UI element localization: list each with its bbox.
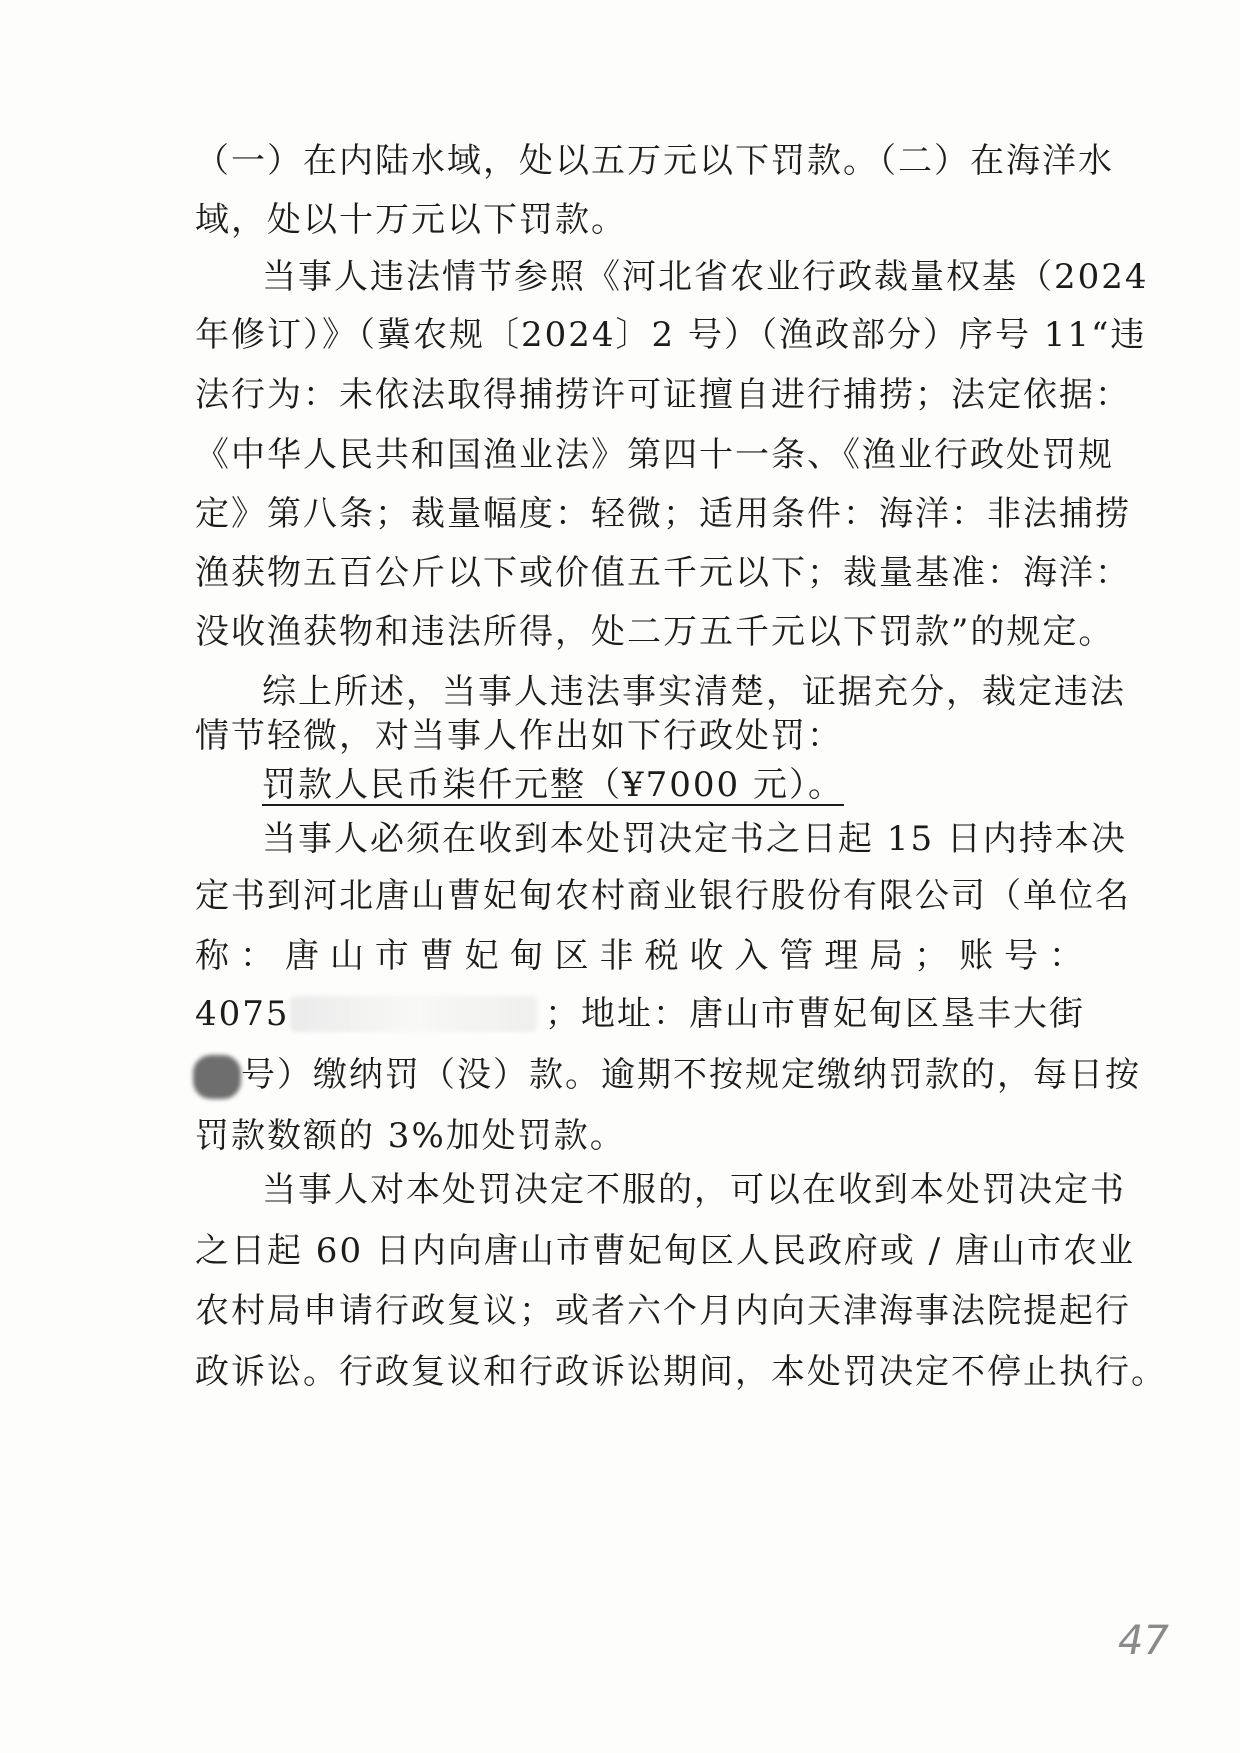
paragraph-1-line-1: （一）在内陆水域，处以五万元以下罚款。（二）在海洋水	[195, 141, 1114, 181]
paragraph-5-line-1: 当事人对本处罚决定不服的，可以在收到本处罚决定书	[262, 1170, 1126, 1210]
paragraph-2-line-1: 当事人违法情节参照《河北省农业行政裁量权基（2024	[262, 257, 1149, 297]
paragraph-4-line-5-wrapper	[193, 1055, 1141, 1099]
paragraph-4-line-5: 号）缴纳罚（没）款。逾期不按规定缴纳罚款的，每日按	[241, 1055, 1141, 1095]
paragraph-5-line-4: 政诉讼。行政复议和行政诉讼期间，本处罚决定不停止执行。	[195, 1352, 1167, 1392]
handwritten-page-number: 47	[1118, 1618, 1169, 1664]
paragraph-1-line-2: 域，处以十万元以下罚款。	[195, 200, 627, 240]
paragraph-2-line-2: 年修订）》（冀农规〔2024〕2 号）（渔政部分）序号 11“违	[195, 315, 1147, 355]
paragraph-4-line-6: 罚款数额的 3%加处罚款。	[195, 1116, 626, 1156]
paragraph-4-line-3: 称：唐山市曹妃甸区非税收入管理局；账号：	[195, 936, 1085, 976]
paragraph-2-line-6: 渔获物五百公斤以下或价值五千元以下；裁量基准：海洋：	[195, 553, 1131, 593]
paragraph-2-line-7: 没收渔获物和违法所得，处二万五千元以下罚款”的规定。	[195, 612, 1115, 652]
paragraph-5-line-3: 农村局申请行政复议；或者六个月内向天津海事法院提起行	[195, 1291, 1131, 1331]
paragraph-5-line-2: 之日起 60 日内向唐山市曹妃甸区人民政府或 / 唐山市农业	[195, 1231, 1135, 1271]
paragraph-2-line-5: 定》第八条；裁量幅度：轻微；适用条件：海洋：非法捕捞	[195, 494, 1131, 534]
paragraph-2-line-4: 《中华人民共和国渔业法》第四十一条、《渔业行政处罚规	[195, 435, 1114, 475]
account-address-line	[195, 994, 1085, 1034]
redacted-account-number	[290, 996, 537, 1032]
paragraph-4-line-1: 当事人必须在收到本处罚决定书之日起 15 日内持本决	[262, 819, 1127, 859]
paragraph-2-line-3: 法行为：未依法取得捕捞许可证擅自进行捕捞；法定依据：	[195, 375, 1131, 415]
penalty-amount: 罚款人民币柒仟元整（¥7000 元）。	[262, 765, 844, 805]
paragraph-3-line-1: 综上所述，当事人违法事实清楚，证据充分，裁定违法	[262, 672, 1126, 712]
account-number-prefix: 4075	[195, 994, 290, 1034]
paragraph-3-line-2: 情节轻微，对当事人作出如下行政处罚：	[195, 716, 843, 756]
paragraph-4-line-2: 定书到河北唐山曹妃甸农村商业银行股份有限公司（单位名	[195, 876, 1131, 916]
redacted-house-number	[193, 1055, 241, 1099]
address-text: ；地址：唐山市曹妃甸区垦丰大街	[545, 994, 1085, 1034]
